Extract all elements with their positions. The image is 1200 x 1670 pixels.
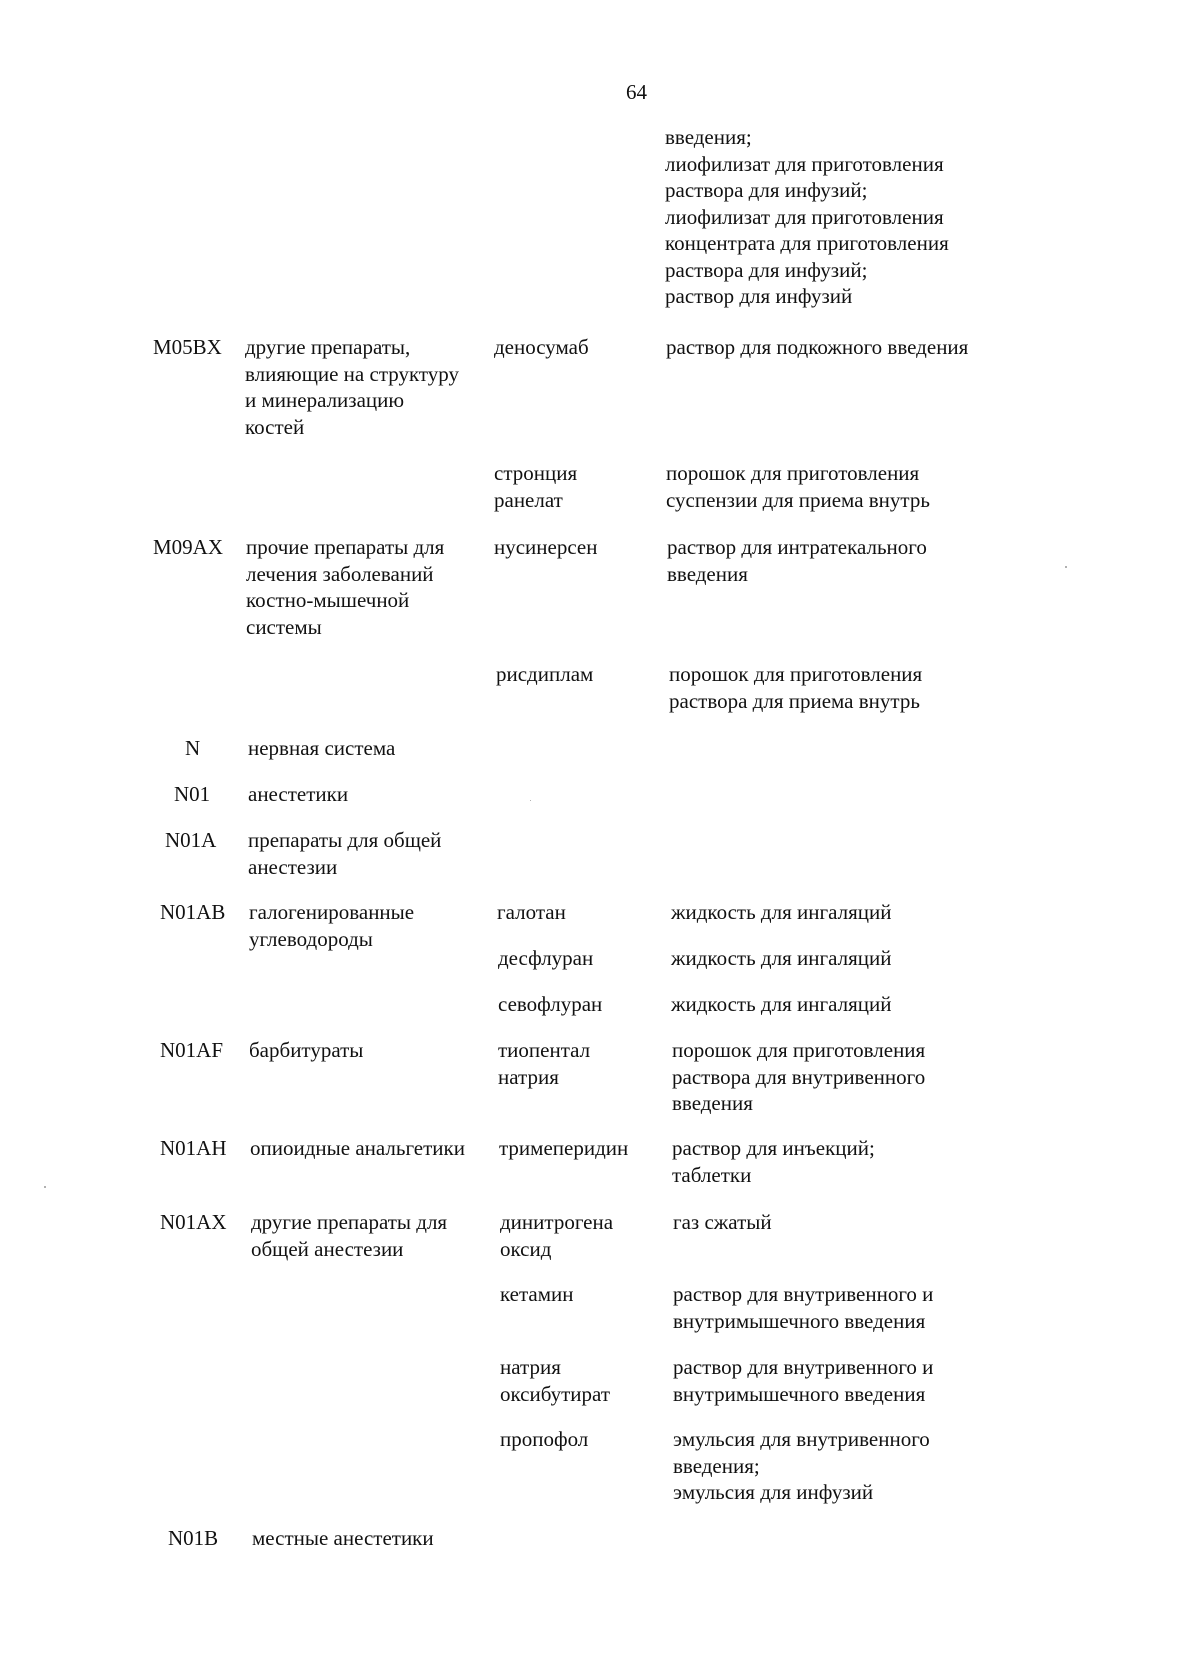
drug-name-line: оксид — [500, 1236, 552, 1261]
group-name-line: препараты для общей — [248, 828, 442, 852]
group-name — [248, 735, 493, 762]
dosage-form — [673, 1426, 1013, 1506]
drug-name-line: севофлуран — [498, 992, 603, 1016]
dosage-form-line: порошок для приготовления — [666, 461, 920, 485]
group-name-line: влияющие на структуру — [245, 361, 460, 386]
atc-code: N01AH — [160, 1136, 227, 1160]
dosage-form-line: раствор для внутривенного и — [673, 1282, 934, 1306]
group-name — [248, 781, 493, 808]
dosage-form-line: введения — [667, 561, 748, 586]
group-name-line: нервная система — [248, 736, 396, 760]
drug-name-line: кетамин — [500, 1282, 574, 1306]
continued-dosage-forms — [665, 124, 949, 310]
dosage-form-line: газ сжатый — [673, 1210, 772, 1234]
group-name — [249, 1037, 494, 1064]
group-name — [251, 1209, 496, 1262]
dosage-form — [671, 899, 1011, 926]
group-name-line: прочие препараты для — [246, 535, 445, 559]
dosage-form-line: введения; — [673, 1453, 760, 1478]
drug-name — [498, 1037, 668, 1090]
drug-name — [494, 534, 664, 561]
dosage-form — [672, 1037, 1012, 1117]
drug-name — [500, 1209, 670, 1262]
drug-name-line: тиопентал — [498, 1038, 591, 1062]
dosage-form-line: порошок для приготовления — [672, 1038, 926, 1062]
dosage-form-line: эмульсия для внутривенного — [673, 1427, 930, 1451]
dosage-form — [671, 945, 1011, 972]
dosage-form-line: концентрата для приготовления — [665, 231, 949, 255]
dosage-form-line: порошок для приготовления — [669, 662, 923, 686]
dosage-form — [672, 1135, 1012, 1188]
group-name-line: общей анестезии — [251, 1236, 404, 1261]
group-name-line: опиоидные анальгетики — [250, 1136, 465, 1160]
drug-name-line: тримеперидин — [499, 1136, 629, 1160]
group-name-line: костно-мышечной — [246, 588, 410, 612]
group-name — [250, 1135, 495, 1162]
drug-name — [494, 334, 664, 361]
group-name-line: и минерализацию — [245, 388, 405, 412]
dosage-form-line: раствор для подкожного введения — [666, 335, 969, 359]
page-number: 64 — [626, 80, 647, 104]
drug-name-line: галотан — [497, 900, 566, 924]
dosage-form — [666, 334, 1006, 361]
drug-name-line: стронция — [494, 461, 578, 485]
dosage-form-line: введения — [672, 1091, 753, 1115]
atc-code: N01AX — [160, 1210, 227, 1234]
drug-name-line: динитрогена — [500, 1210, 614, 1234]
dosage-form — [667, 534, 1007, 587]
scan-speck — [530, 800, 531, 801]
atc-code: M05BX — [153, 335, 222, 359]
group-name-line: костей — [245, 414, 305, 439]
drug-name — [494, 460, 664, 513]
drug-name — [498, 945, 668, 972]
atc-code: N01 — [174, 782, 211, 806]
scan-speck — [1065, 566, 1067, 568]
drug-name-line: ранелат — [494, 487, 563, 512]
group-name — [249, 899, 494, 952]
dosage-form-line: таблетки — [672, 1162, 752, 1187]
dosage-form-line: раствор для внутривенного и — [673, 1355, 934, 1379]
drug-name-line: натрия — [500, 1355, 561, 1379]
dosage-form-line: лиофилизат для приготовления — [665, 151, 944, 176]
dosage-form-line: раствора для инфузий; — [665, 178, 868, 202]
atc-code: N01AB — [160, 900, 226, 924]
group-name — [245, 334, 490, 440]
atc-code: M09AX — [153, 535, 224, 559]
drug-name — [496, 661, 666, 688]
drug-name — [500, 1281, 670, 1308]
group-name-line: местные анестетики — [252, 1526, 434, 1550]
dosage-form-line: раствор для инъекций; — [672, 1136, 875, 1160]
drug-name-line: натрия — [498, 1064, 559, 1089]
atc-code: N — [185, 736, 201, 760]
dosage-form-line: жидкость для ингаляций — [671, 992, 892, 1016]
dosage-form-line: внутримышечного введения — [673, 1381, 926, 1406]
dosage-form-line: суспензии для приема внутрь — [666, 487, 930, 512]
drug-name — [497, 899, 667, 926]
drug-name — [500, 1426, 670, 1453]
group-name-line: углеводороды — [249, 926, 373, 951]
group-name-line: другие препараты, — [245, 335, 411, 359]
dosage-form-line: внутримышечного введения — [673, 1308, 926, 1333]
group-name — [248, 827, 493, 880]
drug-name-line: пропофол — [500, 1427, 589, 1451]
group-name-line: галогенированные — [249, 900, 415, 924]
dosage-form — [666, 460, 1006, 513]
scan-speck — [44, 1186, 46, 1188]
dosage-form-line: лиофилизат для приготовления — [665, 204, 944, 229]
dosage-form — [673, 1209, 1013, 1236]
atc-code: N01B — [168, 1526, 219, 1550]
dosage-form-line: раствора для приема внутрь — [669, 688, 920, 713]
dosage-form-line: раствора для инфузий; — [665, 257, 868, 282]
group-name-line: лечения заболеваний — [246, 561, 434, 586]
group-name — [246, 534, 491, 640]
dosage-form-line: раствор для интратекального — [667, 535, 927, 559]
atc-code: N01AF — [160, 1038, 224, 1062]
group-name-line: анестетики — [248, 782, 349, 806]
dosage-form-line: жидкость для ингаляций — [671, 900, 892, 924]
drug-name — [499, 1135, 669, 1162]
dosage-form — [673, 1281, 1013, 1334]
group-name — [252, 1525, 497, 1552]
dosage-form-line: раствор для инфузий — [665, 284, 853, 308]
atc-code: N01A — [165, 828, 217, 852]
dosage-form — [671, 991, 1011, 1018]
group-name-line: барбитураты — [249, 1038, 364, 1062]
drug-name-line: деносумаб — [494, 335, 589, 359]
dosage-form — [673, 1354, 1013, 1407]
drug-name — [498, 991, 668, 1018]
drug-name-line: нусинерсен — [494, 535, 598, 559]
drug-name-line: оксибутират — [500, 1381, 610, 1406]
dosage-form-line: введения; — [665, 125, 752, 149]
drug-name — [500, 1354, 670, 1407]
dosage-form-line: эмульсия для инфузий — [673, 1480, 874, 1504]
drug-name-line: рисдиплам — [496, 662, 594, 686]
dosage-form-line: жидкость для ингаляций — [671, 946, 892, 970]
dosage-form — [669, 661, 1009, 714]
drug-name-line: десфлуран — [498, 946, 594, 970]
group-name-line: системы — [246, 614, 322, 639]
group-name-line: другие препараты для — [251, 1210, 448, 1234]
dosage-form-line: раствора для внутривенного — [672, 1064, 926, 1089]
group-name-line: анестезии — [248, 854, 338, 879]
